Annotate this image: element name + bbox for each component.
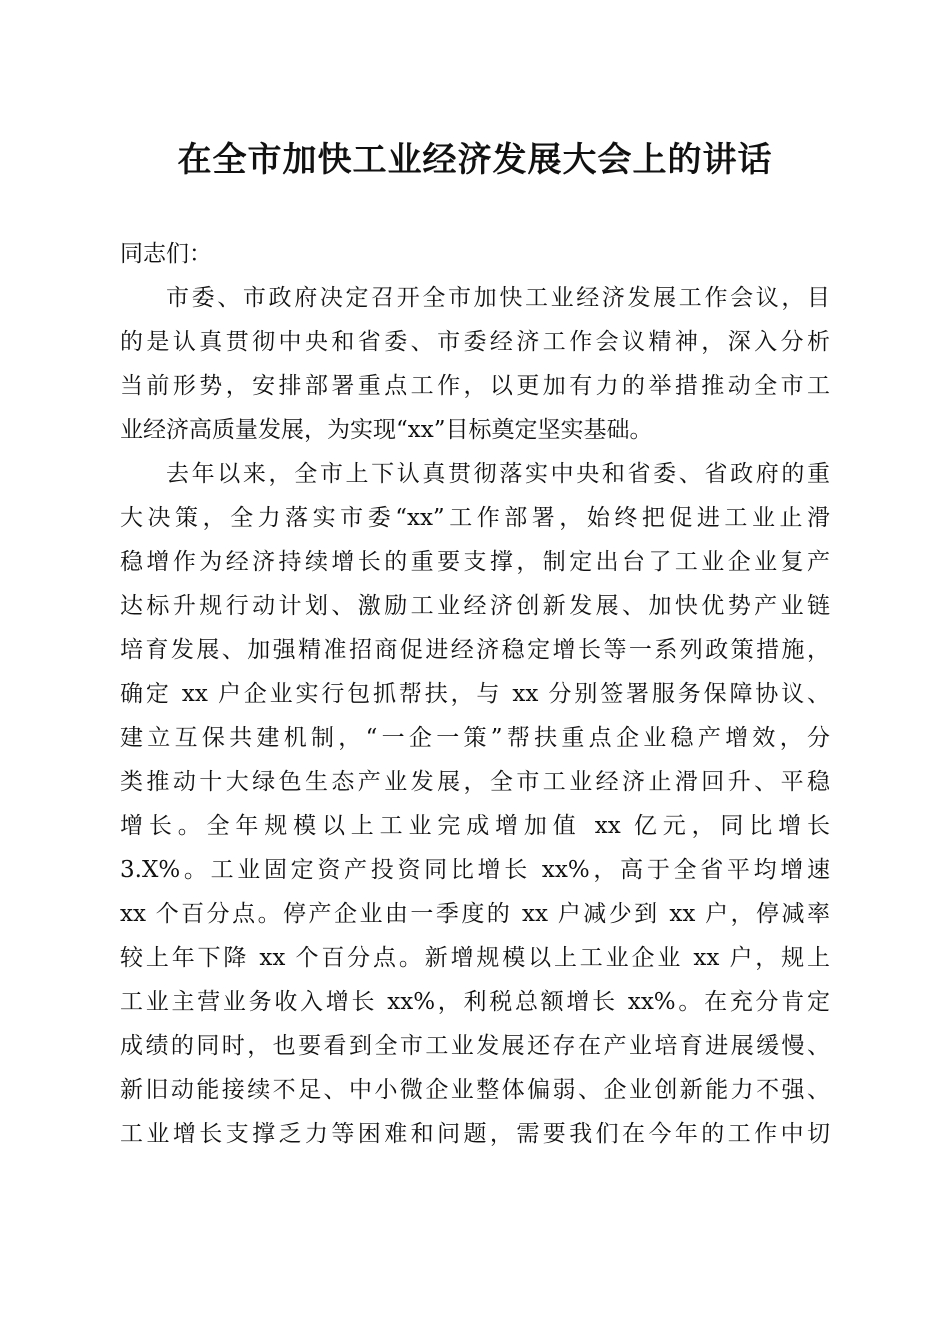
paragraph-2-line-16: 工业增长支撑乏力等困难和问题，需要我们在今年的工作中切 xyxy=(120,1121,830,1147)
paragraph-1-line-1: 市委、市政府决定召开全市加快工业经济发展工作会议，目 xyxy=(166,285,830,311)
paragraph-2-line-4: 达标升规行动计划、激励工业经济创新发展、加快优势产业链 xyxy=(120,593,830,619)
paragraph-2-line-13: 工业主营业务收入增长 xx%，利税总额增长 xx%。在充分肯定 xyxy=(120,989,830,1015)
salutation: 同志们： xyxy=(120,241,212,267)
paragraph-2-line-12: 较上年下降 xx 个百分点。新增规模以上工业企业 xx 户，规上 xyxy=(120,945,830,971)
document-body xyxy=(120,232,830,1156)
paragraph-1-line-4: 业经济高质量发展，为实现“xx”目标奠定坚实基础。 xyxy=(120,417,653,443)
paragraph-2-line-7: 建立互保共建机制，“一企一策”帮扶重点企业稳产增效，分 xyxy=(120,725,830,751)
paragraph-2-line-9: 增长。全年规模以上工业完成增加值 xx 亿元，同比增长 xyxy=(120,813,830,839)
paragraph-2-line-15: 新旧动能接续不足、中小微企业整体偏弱、企业创新能力不强、 xyxy=(120,1077,830,1103)
paragraph-2-line-1: 去年以来，全市上下认真贯彻落实中央和省委、省政府的重 xyxy=(166,461,830,487)
paragraph-2-line-2: 大决策，全力落实市委“xx”工作部署，始终把促进工业止滑 xyxy=(120,505,830,531)
paragraph-2-line-10: 3.X%。工业固定资产投资同比增长 xx%，高于全省平均增速 xyxy=(120,857,830,883)
paragraph-2-line-6: 确定 xx 户企业实行包抓帮扶，与 xx 分别签署服务保障协议、 xyxy=(120,681,830,707)
paragraph-1-line-3: 当前形势，安排部署重点工作，以更加有力的举措推动全市工 xyxy=(120,373,830,399)
document-title: 在全市加快工业经济发展大会上的讲话 xyxy=(177,140,773,180)
paragraph-2-line-11: xx 个百分点。停产企业由一季度的 xx 户减少到 xx 户，停减率 xyxy=(120,901,830,927)
paragraph-2-line-14: 成绩的同时，也要看到全市工业发展还存在产业培育进展缓慢、 xyxy=(120,1033,830,1059)
paragraph-1-line-2: 的是认真贯彻中央和省委、市委经济工作会议精神，深入分析 xyxy=(120,329,830,355)
paragraph-2-line-8: 类推动十大绿色生态产业发展，全市工业经济止滑回升、平稳 xyxy=(120,769,830,795)
paragraph-2-line-3: 稳增作为经济持续增长的重要支撑，制定出台了工业企业复产 xyxy=(120,549,830,575)
paragraph-2-line-5: 培育发展、加强精准招商促进经济稳定增长等一系列政策措施， xyxy=(120,637,830,663)
